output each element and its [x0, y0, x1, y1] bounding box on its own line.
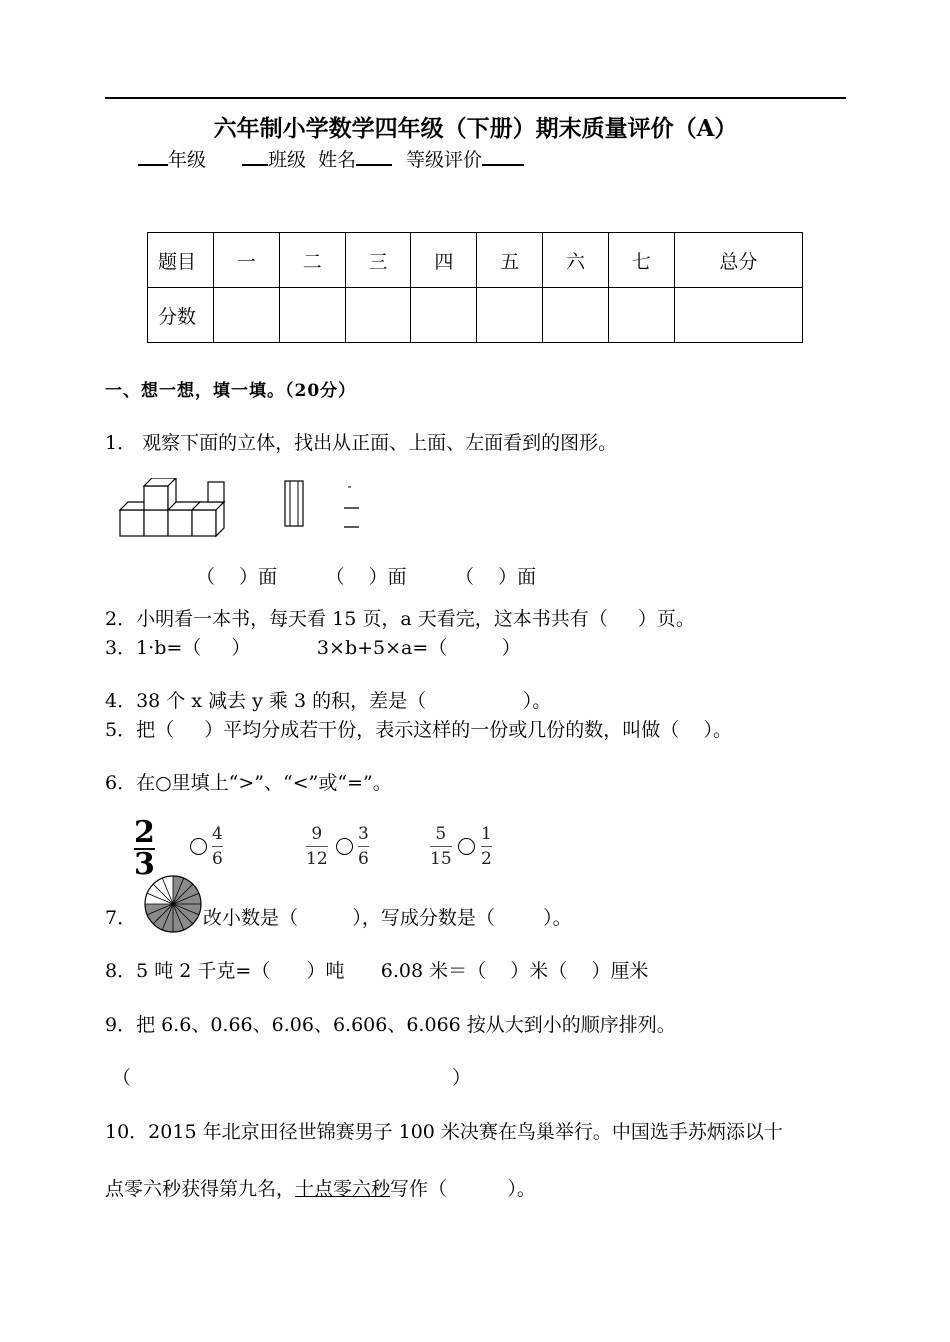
question-3: 3．1·b=（ ） 3×b+5×a=（ ） — [105, 637, 521, 659]
score-cell[interactable] — [279, 288, 345, 343]
q10-text-pre: 点零六秒获得第九名， — [105, 1178, 296, 1200]
table-row — [148, 233, 803, 288]
question-9-answer-close: ） — [452, 1067, 472, 1089]
student-info-line — [138, 145, 524, 172]
question-10-line1: 10．2015 年北京田径世锦赛男子 100 米决赛在鸟巢举行。中国选手苏炳添以十 — [105, 1121, 783, 1143]
grade-blank — [138, 146, 168, 166]
class-label: 班级 — [268, 149, 307, 171]
question-2: 2．小明看一本书，每天看 15 页，a 天看完，这本书共有（ ）页。 — [105, 608, 695, 630]
name-blank — [356, 146, 392, 166]
fraction-4-6: 4 6 — [212, 824, 223, 869]
score-cell[interactable] — [543, 288, 609, 343]
score-cell[interactable] — [214, 288, 280, 343]
table-cell: 六 — [543, 233, 609, 288]
question-7-number: 7． — [105, 907, 137, 929]
score-cell[interactable] — [608, 288, 674, 343]
front-view-figure — [284, 480, 306, 528]
fraction-2-3: 2 3 — [134, 815, 155, 882]
compare-circle[interactable] — [190, 838, 207, 855]
question-5: 5．把（ ）平均分成若干份，表示这样的一份或几份的数，叫做（ ）。 — [105, 719, 732, 741]
rating-label: 等级评价 — [406, 149, 483, 171]
table-cell: 总分 — [674, 233, 802, 288]
fraction-1-2: 1 2 — [481, 824, 492, 869]
table-cell: 四 — [411, 233, 477, 288]
table-cell: 七 — [608, 233, 674, 288]
rating-blank — [482, 146, 524, 166]
side-view-figure — [342, 484, 362, 530]
compare-circle[interactable] — [458, 838, 475, 855]
question-9: 9．把 6.6、0.66、6.06、6.606、6.066 按从大到小的顺序排列。 — [105, 1014, 676, 1036]
q10-underlined-text: 十点零六秒 — [295, 1178, 391, 1200]
question-4: 4．38 个 x 减去 y 乘 3 的积，差是（ ）。 — [105, 690, 552, 712]
score-cell[interactable] — [411, 288, 477, 343]
question-6: 6．在○里填上“>”、“<”或“=”。 — [105, 772, 392, 794]
page-title: 六年制小学数学四年级（下册）期末质量评价（A） — [213, 115, 738, 142]
question-1-views: （ ）面 （ ）面 （ ）面 — [196, 566, 537, 588]
table-cell: 五 — [477, 233, 543, 288]
score-cell[interactable] — [477, 288, 543, 343]
section-heading: 一、想一想，填一填。（20分） — [105, 381, 357, 401]
score-cell[interactable] — [345, 288, 411, 343]
fraction-9-12: 9 12 — [306, 824, 328, 869]
fraction-5-15: 5 15 — [430, 824, 452, 869]
table-cell: 一 — [214, 233, 280, 288]
score-cell[interactable] — [674, 288, 802, 343]
table-cell: 题目 — [148, 233, 214, 288]
table-cell: 三 — [345, 233, 411, 288]
q10-text-post: 写作（ ）。 — [390, 1178, 536, 1200]
table-row — [148, 288, 803, 343]
class-blank — [242, 146, 268, 166]
shaded-circle-figure — [143, 874, 203, 934]
question-9-answer-open: （ — [112, 1067, 132, 1089]
question-10-line2 — [105, 1174, 536, 1201]
question-7: 改小数是（ ），写成分数是（ ）。 — [203, 907, 572, 929]
question-8: 8．5 吨 2 千克=（ ）吨 6.08 米＝（ ）米（ ）厘米 — [105, 960, 649, 982]
cube-figure — [118, 478, 238, 540]
fraction-3-6: 3 6 — [358, 824, 369, 869]
header-rule — [105, 97, 846, 99]
grade-label: 年级 — [168, 149, 207, 171]
table-cell: 二 — [279, 233, 345, 288]
name-label: 姓名 — [318, 149, 357, 171]
compare-circle[interactable] — [336, 838, 353, 855]
score-table — [147, 232, 803, 343]
table-cell: 分数 — [148, 288, 214, 343]
question-1: 1． 观察下面的立体，找出从正面、上面、左面看到的图形。 — [105, 432, 618, 454]
